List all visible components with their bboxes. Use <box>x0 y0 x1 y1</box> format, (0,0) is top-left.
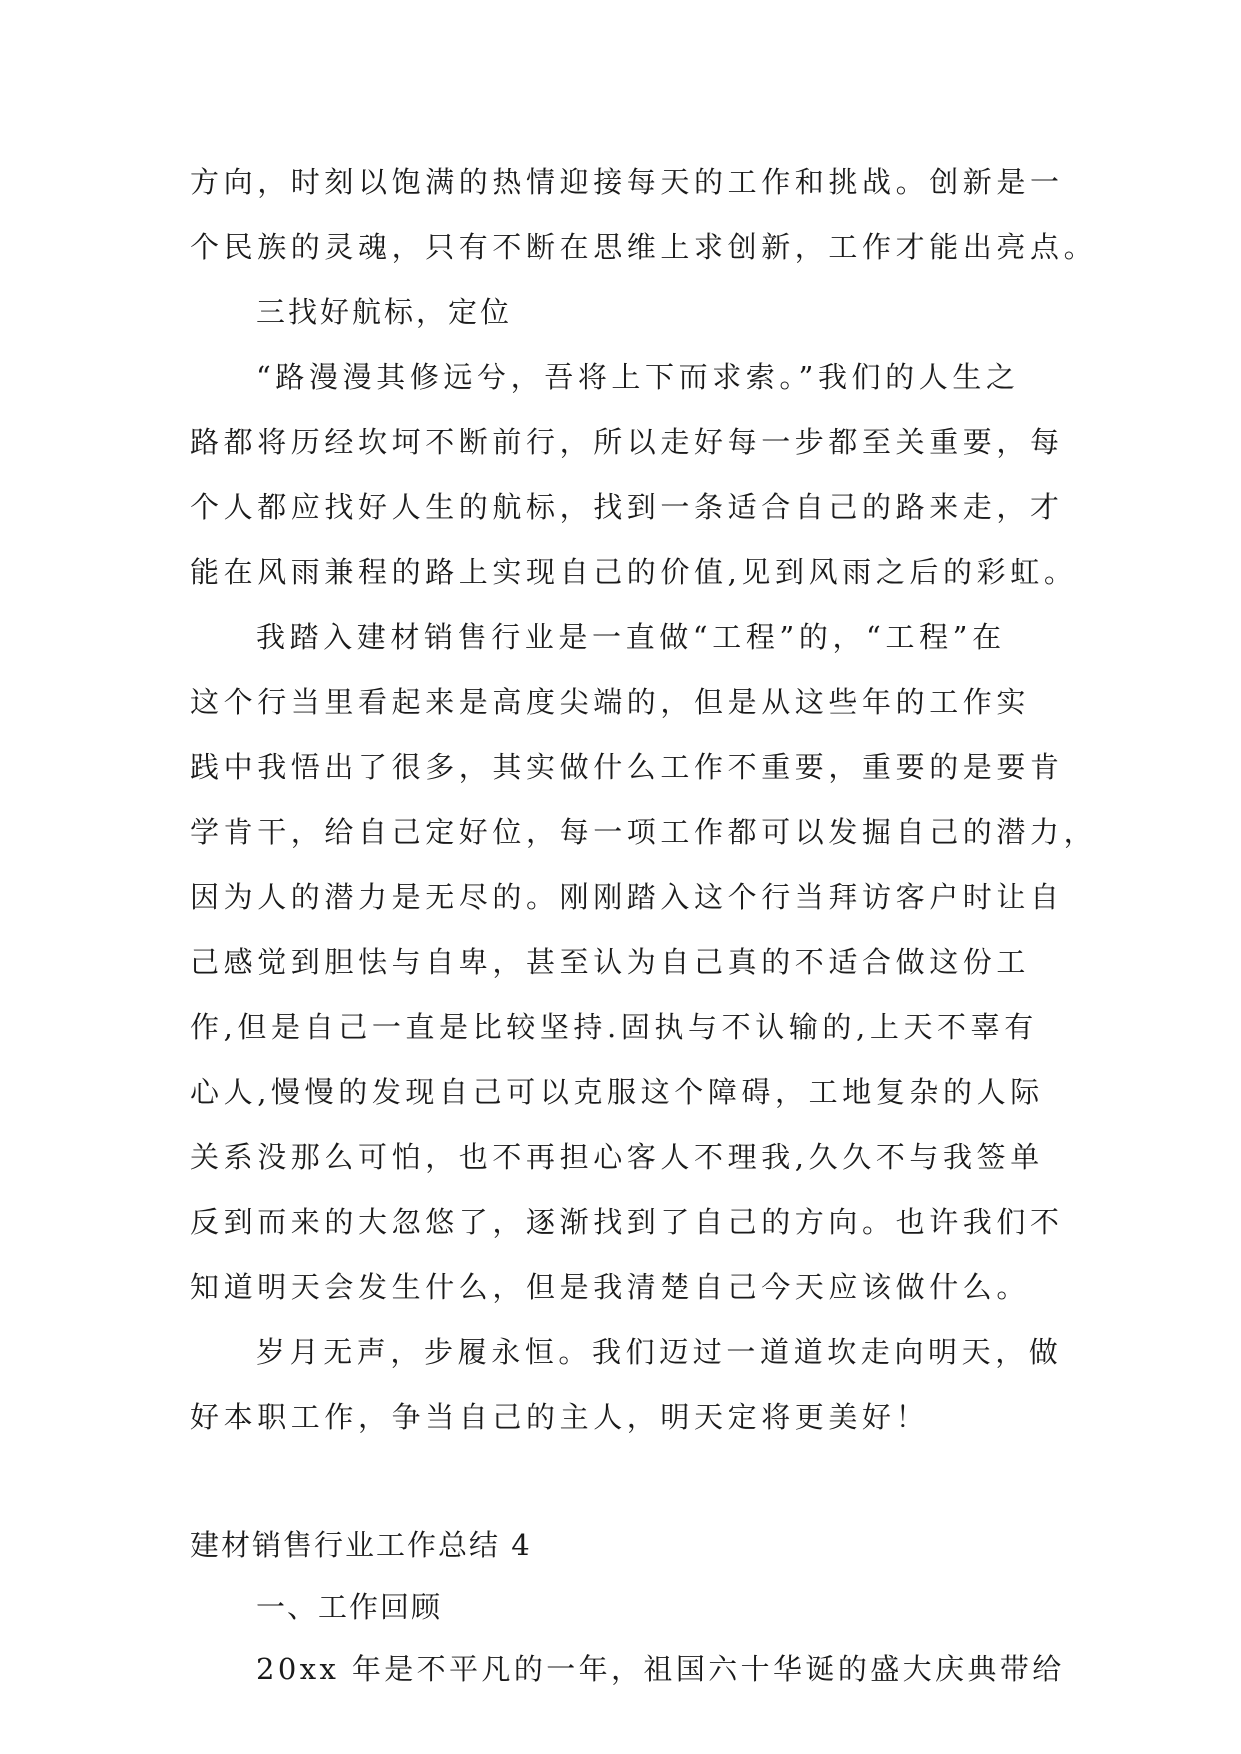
section-spacer <box>190 1450 1056 1514</box>
text-line: “路漫漫其修远兮，吾将上下而求索。”我们的人生之 <box>256 360 1020 394</box>
text-line: 反到而来的大忽悠了，逐渐找到了自己的方向。也许我们不 <box>190 1205 1064 1239</box>
paragraph-3 <box>190 605 1098 1320</box>
text-line: 知道明天会发生什么，但是我清楚自己今天应该做什么。 <box>190 1270 1031 1304</box>
text-line: 个民族的灵魂，只有不断在思维上求创新，工作才能出亮点。 <box>190 230 1098 264</box>
text-line: 路都将历经坎坷不断前行，所以走好每一步都至关重要，每 <box>190 425 1064 459</box>
section-title-4: 建材销售行业工作总结 4 <box>190 1528 532 1562</box>
text-line: 心人,慢慢的发现自己可以克服这个障碍，工地复杂的人际 <box>190 1075 1044 1109</box>
text-line: 能在风雨兼程的路上实现自己的价值,见到风雨之后的彩虹。 <box>190 555 1078 589</box>
text-line: 作,但是自己一直是比较坚持.固执与不认输的,上天不辜有 <box>190 1010 1038 1044</box>
text-line: 践中我悟出了很多，其实做什么工作不重要，重要的是要肯 <box>190 750 1064 784</box>
text-line: 学肯干，给自己定好位，每一项工作都可以发掘自己的潜力， <box>190 815 1098 849</box>
text-line: 方向，时刻以饱满的热情迎接每天的工作和挑战。创新是一 <box>190 165 1064 199</box>
document-page <box>190 150 1098 1700</box>
paragraph-2 <box>190 345 1078 605</box>
text-line: 因为人的潜力是无尽的。刚刚踏入这个行当拜访客户时让自 <box>190 880 1064 914</box>
text-line: 我踏入建材销售行业是一直做“工程”的，“工程”在 <box>256 620 1006 654</box>
text-line: 好本职工作，争当自己的主人，明天定将更美好！ <box>190 1400 930 1434</box>
text-line: 个人都应找好人生的航标，找到一条适合自己的路来走，才 <box>190 490 1064 524</box>
paragraph-1 <box>190 150 1098 280</box>
paragraph-4 <box>190 1320 1063 1450</box>
text-line: 关系没那么可怕，也不再担心客人不理我,久久不与我签单 <box>190 1140 1044 1174</box>
text-line: 这个行当里看起来是高度尖端的，但是从这些年的工作实 <box>190 685 1031 719</box>
subheading-work-review: 一、工作回顾 <box>256 1590 443 1624</box>
text-line: 岁月无声，步履永恒。我们迈过一道道坎走向明天，做 <box>256 1335 1063 1369</box>
text-line: 己感觉到胆怯与自卑，甚至认为自己真的不适合做这份工 <box>190 945 1031 979</box>
text-line: 20xx 年是不平凡的一年，祖国六十华诞的盛大庆典带给 <box>256 1652 1065 1686</box>
section-heading-3: 三找好航标，定位 <box>256 295 513 329</box>
